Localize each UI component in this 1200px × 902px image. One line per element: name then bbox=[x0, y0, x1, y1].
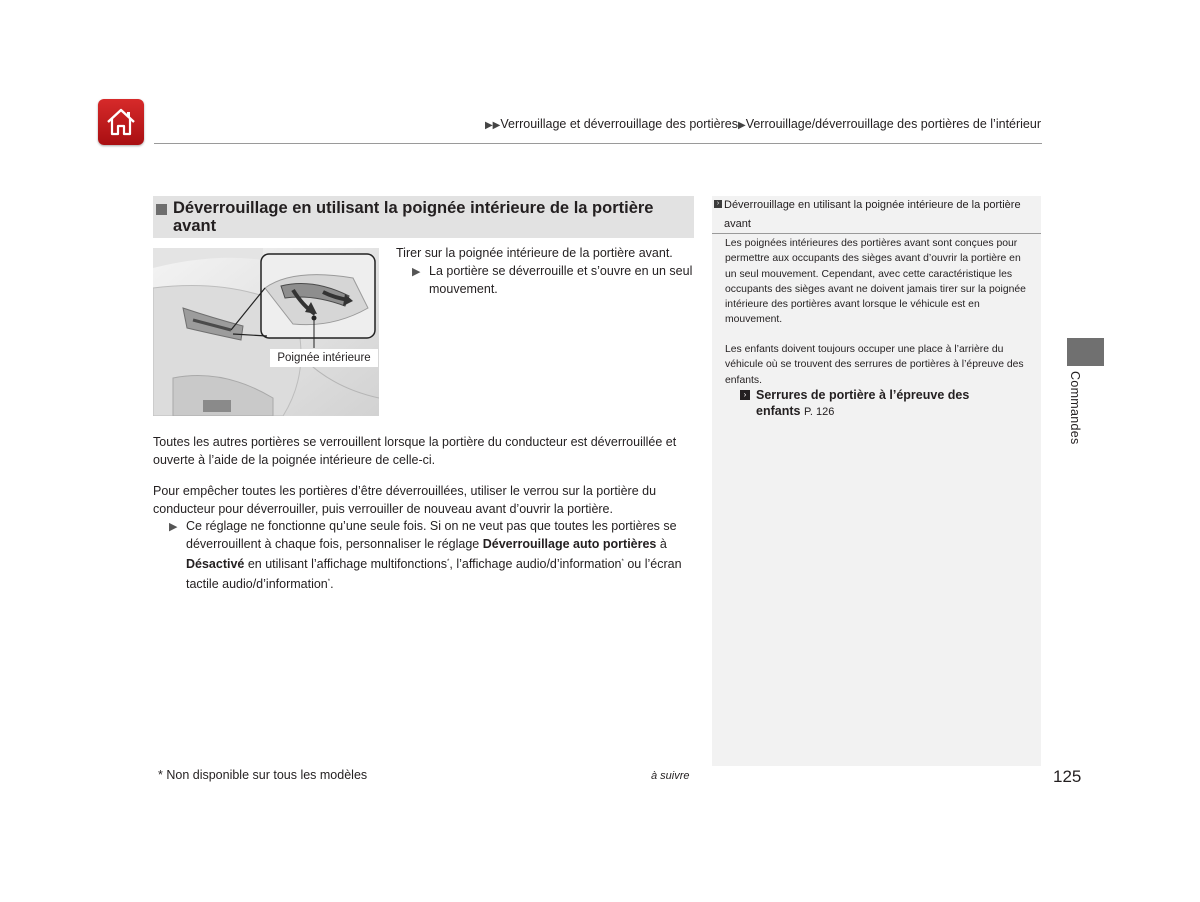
footnote-marker: * bbox=[621, 559, 624, 565]
continue-note: à suivre bbox=[651, 770, 690, 782]
section-square-icon bbox=[156, 204, 167, 215]
sidebar-paragraph-2: Les enfants doivent toujours occuper une place à l’arrière du véhicule où se trouvent des serrures de portières à l’épreuve des enfants. bbox=[725, 344, 1024, 386]
note-text: à bbox=[656, 537, 667, 551]
instruction-result bbox=[412, 262, 694, 298]
link-text[interactable] bbox=[756, 387, 1000, 420]
reference-icon: › bbox=[714, 200, 722, 208]
section-title: Déverrouillage en utilisant la poignée intérieure de la portière avant bbox=[173, 199, 654, 235]
sidebar-notes bbox=[712, 196, 1041, 766]
note-setting-name: Déverrouillage auto portières bbox=[482, 537, 657, 551]
page-number: 125 bbox=[1053, 767, 1082, 786]
sidebar-title-row bbox=[712, 196, 1041, 234]
footnote-marker: * bbox=[327, 579, 331, 586]
link-page[interactable]: P. 126 bbox=[803, 406, 835, 418]
door-illustration-graphic bbox=[153, 248, 379, 416]
footnote-marker: * bbox=[447, 559, 450, 565]
link-title[interactable]: Serrures de portière à l’épreuve des enfants bbox=[756, 388, 970, 418]
link-arrow-icon: › bbox=[740, 390, 750, 400]
breadcrumb bbox=[485, 117, 1041, 131]
sidebar-title: Déverrouillage en utilisant la poignée intérieure de la portière avant bbox=[724, 199, 1021, 230]
setting-note-text bbox=[186, 517, 696, 593]
paragraph-2: Pour empêcher toutes les portières d’être déverrouillées, utiliser le verrou sur la portière du conducteur pour déverrouiller, puis verrouiller de nouveau avant d’ouvrir la portière. bbox=[153, 484, 657, 516]
home-icon bbox=[105, 107, 137, 137]
figure-label: Poignée intérieure bbox=[270, 349, 378, 367]
door-handle-illustration bbox=[153, 248, 379, 416]
note-setting-value: Désactivé bbox=[186, 557, 245, 572]
instruction-result-text: La portière se déverrouille et s’ouvre en un seul mouvement. bbox=[429, 264, 693, 296]
note-text: Ce réglage ne fonctionne qu’une seule fois. Si on ne veut pas que toutes les portières se déverrouillent à chaque fois, personnaliser le réglage bbox=[186, 519, 677, 551]
sidebar-paragraph-1: Les poignées intérieures des portières avant sont conçues pour permettre aux occupants des sièges avant d’ouvrir la portière en un seul mouvement. Cependant, avec cette caractéristique les occupants des sièges avant ne doivent jamais tirer sur la poignée intérieure des portières avant lorsque le véhicule est en mouvement. bbox=[725, 238, 1026, 326]
arrow-icon: ▶ bbox=[412, 266, 421, 278]
breadcrumb-triangle-icon: ▶▶ bbox=[484, 120, 501, 131]
breadcrumb-item-2[interactable]: Verrouillage/déverrouillage des portières de l’intérieur bbox=[745, 117, 1041, 131]
arrow-icon: ▶ bbox=[169, 521, 178, 533]
chapter-tab-label[interactable]: Commandes bbox=[1068, 371, 1082, 445]
cross-reference-link[interactable] bbox=[740, 387, 1000, 420]
note-text: , l’affichage audio/d’information bbox=[449, 557, 622, 572]
breadcrumb-triangle-icon: ▶ bbox=[737, 120, 746, 131]
section-header bbox=[153, 196, 694, 238]
breadcrumb-item-1[interactable]: Verrouillage et déverrouillage des portières bbox=[500, 117, 738, 131]
chapter-tab[interactable] bbox=[1067, 338, 1104, 366]
footnote: * Non disponible sur tous les modèles bbox=[158, 768, 368, 782]
paragraph-1: Toutes les autres portières se verrouillent lorsque la portière du conducteur est déverrouillée et ouverte à l’aide de la poignée intérieure de celle-ci. bbox=[153, 435, 677, 467]
setting-note bbox=[169, 517, 696, 593]
instruction-step: Tirer sur la poignée intérieure de la portière avant. bbox=[396, 246, 673, 260]
home-button[interactable] bbox=[98, 99, 144, 145]
note-text: en utilisant l’affichage multifonctions bbox=[244, 557, 448, 572]
note-text: . bbox=[330, 577, 334, 592]
note-text: ou l’écran tactile audio/d’information bbox=[186, 557, 682, 592]
header-divider bbox=[154, 143, 1042, 144]
